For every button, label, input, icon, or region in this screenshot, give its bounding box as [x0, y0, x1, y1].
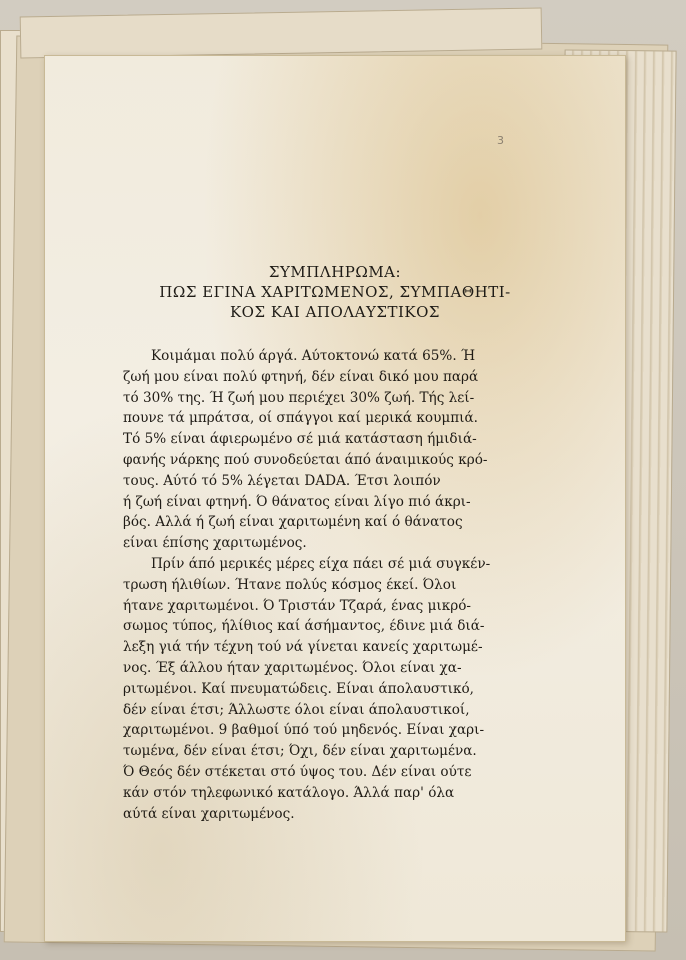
- paragraph-line: σωμος τύπος, ήλίθιος καί άσήμαντος, έδινε μιά διά-: [123, 618, 485, 635]
- paragraph-line: νος. Έξ άλλου ήταν χαριτωμένος. Όλοι είναι χα-: [123, 659, 462, 676]
- paragraph-line: ζωή μου είναι πολύ φτηνή, δέν είναι δικό μου παρά: [123, 368, 479, 385]
- document-title: [105, 262, 565, 322]
- paragraph-line: τρωση ήλιθίων. Ήτανε πολύς κόσμος έκεί. Όλοι: [123, 576, 457, 593]
- paragraph-line: αύτά είναι χαριτωμένος.: [123, 805, 295, 822]
- paragraph-line: πουνε τά μπράτσα, οί σπάγγοι καί μερικά κουμπιά.: [123, 410, 478, 427]
- paragraph-line: Τό 5% είναι άφιερωμένο σέ μιά κατάσταση ήμιδιά-: [123, 431, 477, 448]
- title-line-2: ΠΩΣ ΕΓΙΝΑ ΧΑΡΙΤΩΜΕΝΟΣ, ΣΥΜΠΑΘΗΤΙ-: [159, 283, 511, 301]
- title-line-3: ΚΟΣ ΚΑΙ ΑΠΟΛΑΥΣΤΙΚΟΣ: [229, 303, 441, 321]
- document-page: [44, 55, 626, 942]
- paragraph-line: τό 30% της. Ή ζωή μου περιέχει 30% ζωή. Τής λεί-: [123, 389, 475, 406]
- paragraph-line: ή ζωή είναι φτηνή. Ό θάνατος είναι λίγο πιό άκρι-: [123, 493, 471, 510]
- paragraph-line: χαριτωμένοι. 9 βαθμοί ύπό τού μηδενός. Είναι χαρι-: [123, 722, 485, 739]
- title-line-1: ΣΥΜΠΛΗΡΩΜΑ:: [268, 263, 402, 281]
- paragraph-2: [123, 554, 543, 824]
- paragraph-line: Πρίν άπό μερικές μέρες είχα πάει σέ μιά συγκέν-: [151, 555, 491, 572]
- paragraph-line: κάν στόν τηλεφωνικό κατάλογο. Άλλά παρ' όλα: [123, 784, 455, 801]
- paragraph-line: ήτανε χαριτωμένοι. Ό Τριστάν Τζαρά, ένας μικρό-: [123, 597, 472, 614]
- paragraph-line: Ό Θεός δέν στέκεται στό ύψος του. Δέν είναι ούτε: [123, 763, 472, 780]
- paragraph-line: Κοιμάμαι πολύ άργά. Αύτοκτονώ κατά 65%. Ή: [151, 348, 476, 364]
- paragraph-line: ριτωμένοι. Καί πνευματώδεις. Είναι άπολαυστικό,: [123, 680, 474, 697]
- document-body: [123, 346, 543, 824]
- paragraph-line: λεξη γιά τήν τέχνη τού νά γίνεται κανείς χαριτωμέ-: [123, 639, 483, 656]
- paragraph-line: βός. Αλλά ή ζωή είναι χαριτωμένη καί ό θάνατος: [123, 514, 463, 531]
- paragraph-line: είναι έπίσης χαριτωμένος.: [123, 535, 307, 552]
- page-mark: 3: [497, 134, 504, 147]
- paragraph-line: δέν είναι έτσι; Άλλωστε όλοι είναι άπολαυστικοί,: [123, 701, 470, 718]
- paragraph-line: τους. Αύτό τό 5% λέγεται DADA. Έτσι λοιπόν: [123, 472, 441, 489]
- paragraph-line: τωμένα, δέν είναι έτσι; Όχι, δέν είναι χαριτωμένα.: [123, 743, 477, 760]
- paragraph-line: φανής νάρκης πού συνοδεύεται άπό άναιμικούς κρό-: [123, 451, 488, 468]
- paragraph-1: [123, 346, 543, 554]
